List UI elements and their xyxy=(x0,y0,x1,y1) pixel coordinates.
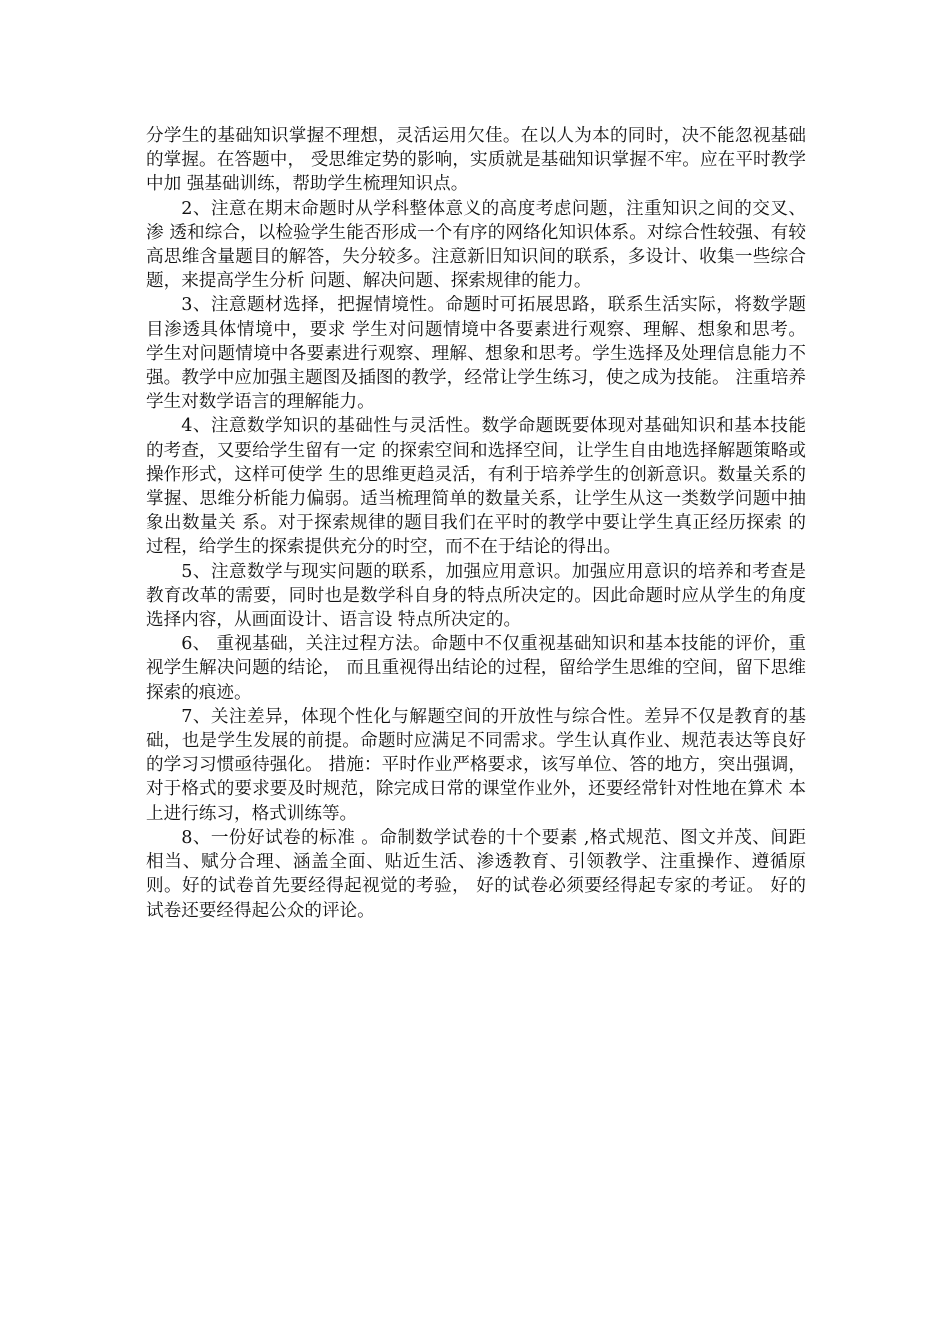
paragraph-item-7: 7、关注差异，体现个性化与解题空间的开放性与综合性。差异不仅是教育的基础，也是学生发展的前提。命题时应满足不同需求。学生认真作业、规范表达等良好的学习习惯亟待强化。 措施：平时作业严格要求，该写单位、答的地方，突出强调，对于格式的要求要及时规范，除完成日常的课堂作业外，还要经常针对性地在算术 本上进行练习，格式训练等。 xyxy=(146,706,806,824)
paragraph-item-3: 3、注意题材选择，把握情境性。命题时可拓展思路，联系生活实际，将数学题目渗透具体情境中，要求 学生对问题情境中各要素进行观察、理解、想象和思考。 学生对问题情境中各要素进行观察、理解、想象和思考。学生选择及处理信息能力不强。教学中应加强主题图及插图的教学，经常让学生练习，使之成为技能。 注重培养学生对数学语言的理解能力。 xyxy=(146,295,806,413)
paragraph-continued: 分学生的基础知识掌握不理想，灵活运用欠佳。在以人为本的同时，决不能忽视基础的掌握。在答题中， 受思维定势的影响，实质就是基础知识掌握不牢。应在平时教学中加 强基础训练，帮助学生梳理知识点。 xyxy=(146,126,806,195)
paragraph-item-5: 5、注意数学与现实问题的联系，加强应用意识。加强应用意识的培养和考查是教育改革的需要，同时也是数学科自身的特点所决定的。因此命题时应从学生的角度选择内容，从画面设计、语言设 特点所决定的。 xyxy=(146,561,806,631)
paragraph-item-2: 2、注意在期末命题时从学科整体意义的高度考虑问题，注重知识之间的交叉、渗 透和综合，以检验学生能否形成一个有序的网络化知识体系。对综合性较强、有较高思维含量题目的解答，失分较多。注意新旧知识间的联系，多设计、收集一些综合题，来提高学生分析 问题、解决问题、探索规律的能力。 xyxy=(146,198,806,292)
paragraph-item-8: 8、一份好试卷的标准 。命制数学试卷的十个要素 ,格式规范、图文并茂、间距相当、赋分合理、涵盖全面、贴近生活、渗透教育、引领教学、注重操作、遵循原则。好的试卷首先要经得起视觉的考验， 好的试卷必须要经得起专家的考证。 好的试卷还要经得起公众的评论。 xyxy=(146,827,806,921)
document-body xyxy=(146,124,806,923)
paragraph-item-4: 4、注意数学知识的基础性与灵活性。数学命题既要体现对基础知识和基本技能的考查，又要给学生留有一定 的探索空间和选择空间，让学生自由地选择解题策略或操作形式，这样可使学 生的思维更趋灵活，有利于培养学生的创新意识。数量关系的掌握、思维分析能力偏弱。适当梳理简单的数量关系，让学生从这一类数学问题中抽象出数量关 系。对于探索规律的题目我们在平时的教学中要让学生真正经历探索 的过程，给学生的探索提供充分的时空，而不在于结论的得出。 xyxy=(146,416,806,558)
paragraph-item-6: 6、 重视基础，关注过程方法。命题中不仅重视基础知识和基本技能的评价，重视学生解决问题的结论， 而且重视得出结论的过程，留给学生思维的空间，留下思维探索的痕迹。 xyxy=(146,634,806,703)
